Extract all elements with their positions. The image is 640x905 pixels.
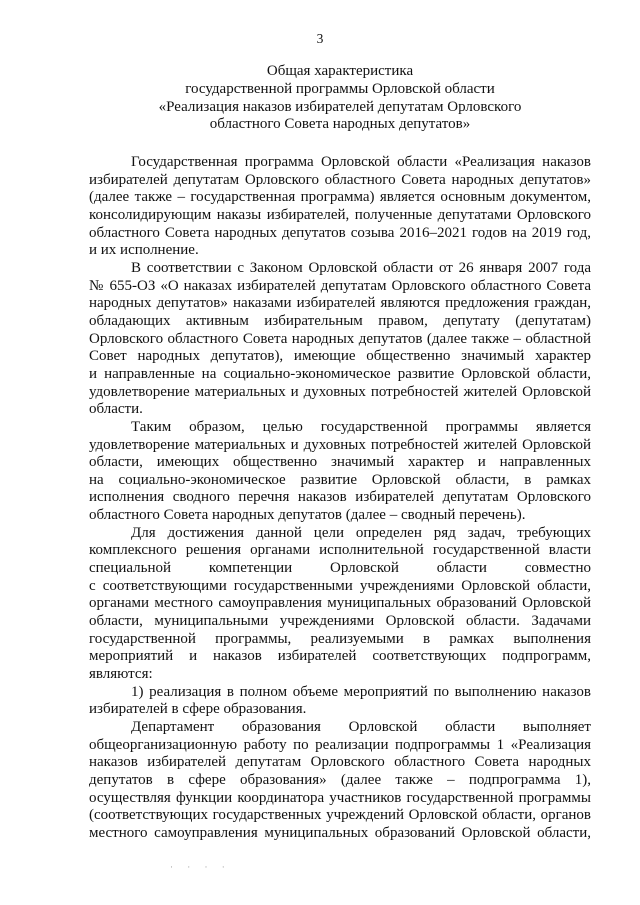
page-number: 3 [316, 31, 324, 46]
paragraph-program-tasks [89, 525, 591, 684]
text-line: обладающих активным избирательным правом, депутату (депутатам) [89, 312, 591, 329]
text-line: удовлетворение материальных и духовных потребностей жителей Орловской [89, 436, 591, 453]
text-line: и их исполнение. [89, 242, 199, 259]
text-line: В соответствии с Законом Орловской области от 26 января 2007 года [131, 259, 591, 276]
text-line: наказов избирателей депутатам Орловского областного Совета народных [89, 754, 591, 771]
text-line: органами местного самоуправления муниципальных образований Орловской [89, 595, 591, 612]
text-line: (соответствующих государственных учреждений Орловской области, органов [89, 807, 591, 824]
text-line: Департамент образования Орловской области выполняет [131, 719, 591, 735]
text-line: депутатов в сфере образования» (далее также – подпрограмма 1), [89, 771, 591, 788]
text-line: местного самоуправления муниципальных образований Орловской области, [89, 824, 591, 841]
text-line: народных депутатов» наказами избирателей являются предложения граждан, [89, 295, 591, 312]
text-line: (далее также – государственная программа) является основным документом, [89, 189, 591, 206]
document-body [89, 154, 591, 843]
text-line: на социально-экономическое развитие Орловской области, в рамках [89, 471, 591, 488]
text-line: областного Совета народных депутатов (далее – сводный перечень). [89, 507, 526, 524]
text-line: являются: [89, 666, 153, 683]
paragraph-law-reference [89, 260, 591, 419]
title-line: областного Совета народных депутатов» [209, 116, 471, 133]
text-line: 1) реализация в полном объеме мероприятий по выполнению наказов [131, 683, 591, 700]
text-line: области, имеющих общественно значимый характер и направленных [89, 454, 591, 471]
text-line: Для достижения данной цели определен ряд задач, требующих [131, 524, 591, 541]
text-line: Таким образом, целью государственной программы является [131, 418, 591, 435]
title-line: государственной программы Орловской области [185, 80, 495, 97]
text-line: удовлетворение материальных и духовных потребностей жителей Орловской [89, 383, 591, 400]
text-line: комплексного решения органами исполнительной государственной власти [89, 542, 591, 559]
document-title [80, 63, 600, 134]
text-line: государственной программы, реализуемыми в рамках выполнения [89, 630, 591, 647]
text-line: общеорганизационную работу по реализации подпрограммы 1 «Реализация [89, 736, 591, 753]
paragraph-program-overview [89, 154, 591, 260]
text-line: № 655-ОЗ «О наказах избирателей депутатам Орловского областного Совета [89, 277, 591, 294]
text-line: специальной компетенции Орловской области совместно [89, 560, 591, 577]
text-line: областного Совета народных депутатов созыва 2016–2021 годов на 2019 год, [89, 224, 591, 241]
text-line: Государственная программа Орловской области «Реализация наказов [131, 154, 591, 170]
paragraph-task-1 [89, 684, 591, 719]
text-line: Орловского областного Совета народных депутатов (далее также – областной [89, 330, 591, 347]
text-line: области, муниципальными учреждениями Орловской области. Задачами [89, 613, 591, 630]
paragraph-education-department [89, 719, 591, 843]
text-line: мероприятий и наказов избирателей соответствующих подпрограмм, [89, 648, 591, 665]
title-line: Общая характеристика [266, 63, 414, 79]
text-line: осуществляя функции координатора участников государственной программы [89, 789, 591, 806]
text-line: с соответствующими государственными учреждениями Орловской области, [89, 577, 591, 594]
text-line: области. [89, 401, 143, 418]
text-line: избирателей в сфере образования. [89, 701, 307, 718]
scan-artifact: · · · · [170, 862, 231, 872]
text-line: и направленные на социально-экономическое развитие Орловской области, [89, 365, 591, 382]
text-line: избирателей депутатам Орловского областного Совета народных депутатов» [89, 171, 591, 188]
text-line: консолидирующим наказы избирателей, полученные депутатами Орловского [89, 206, 591, 223]
title-line: «Реализация наказов избирателей депутатам Орловского [158, 98, 522, 115]
text-line: исполнения сводного перечня наказов избирателей депутатам Орловского [89, 489, 591, 506]
paragraph-program-goal [89, 419, 591, 525]
text-line: Совет народных депутатов), имеющие общественно значимый характер [89, 348, 591, 365]
